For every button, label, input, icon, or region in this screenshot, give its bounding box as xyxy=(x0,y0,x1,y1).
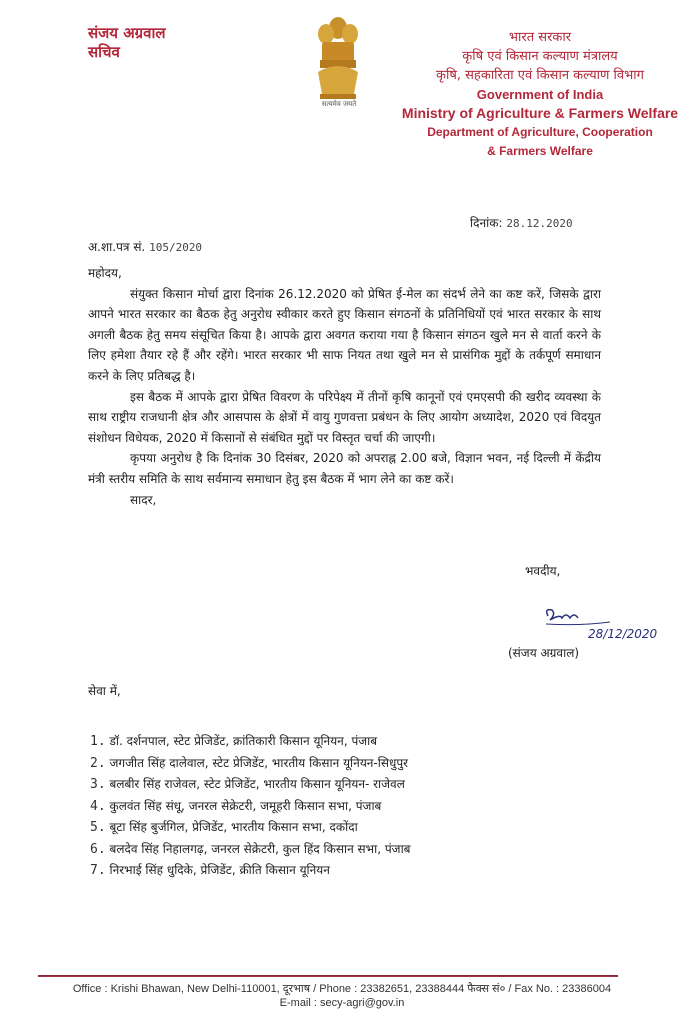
item-number: 6. xyxy=(90,841,106,857)
letterhead-en-line4: & Farmers Welfare xyxy=(487,144,593,158)
letterhead xyxy=(380,28,684,161)
signature-date: 28/12/2020 xyxy=(588,627,658,641)
item-number: 2. xyxy=(90,755,106,771)
sender-designation: सचिव xyxy=(88,43,120,61)
item-text: कुलवंत सिंह संधू, जनरल सेक्रेटरी, जमूहरी किसान सभा, पंजाब xyxy=(109,798,382,813)
item-number: 1. xyxy=(90,734,106,749)
footer-divider xyxy=(38,975,618,977)
item-text: बलदेव सिंह निहालगढ़, जनरल सेक्रेटरी, कुल हिंद किसान सभा, पंजाब xyxy=(109,841,411,856)
letterhead-en-line3: Department of Agriculture, Cooperation xyxy=(427,125,653,139)
sender-block xyxy=(88,24,166,62)
item-text: डॉ. दर्शनपाल, स्टेट प्रेजिडेंट, क्रांतिकारी किसान यूनियन, पंजाब xyxy=(109,734,378,748)
list-item xyxy=(90,839,411,861)
footer xyxy=(0,982,684,1010)
list-item xyxy=(90,753,411,775)
letterhead-hi-line1: भारत सरकार xyxy=(508,30,572,45)
item-number: 4. xyxy=(90,798,106,814)
letterhead-en-line1: Government of India xyxy=(476,87,604,102)
signatory-name: (संजय अग्रवाल) xyxy=(508,646,580,660)
sender-name: संजय अग्रवाल xyxy=(88,24,166,42)
national-emblem-icon xyxy=(308,10,368,110)
item-number: 5. xyxy=(90,820,106,835)
date-label: दिनांक: xyxy=(470,216,503,230)
paragraph-1: संयुक्त किसान मोर्चा द्वारा दिनांक 26.12.2020 को प्रेषित ई-मेल का संदर्भ लेने का कष्ट करें, जिसके द्वारा आपने भारत सरकार का बैठक हेतु अनुरोध स्वीकार करते हुए किसान संगठनों के प्रतिनिधियों एवं भारत सरकार के साथ अगली बैठक हेतु समय संसूचित किया है। आपके द्वारा अवगत कराया गया है किसान संगठन खुले मन से वार्ता करने के लिए हमेशा तैयार रहे हैं और रहेंगे। भारत सरकार भी साफ नियत तथा खुले मन से प्रासंगिक मुद्दों के तर्कपूर्ण समाधान करने के लिए प्रतिबद्ध है। xyxy=(88,286,601,383)
reference-number xyxy=(88,238,202,255)
letterhead-hi-line2: कृषि एवं किसान कल्याण मंत्रालय xyxy=(462,49,618,64)
emblem-motto: सत्यमेव जयते xyxy=(321,100,357,108)
item-text: निरभाई सिंह धुदिके, प्रेजिडेंट, क्रीति किसान यूनियन xyxy=(109,863,330,877)
reference-label: अ.शा.पत्र सं. xyxy=(88,240,146,254)
paragraph-2: इस बैठक में आपके द्वारा प्रेषित विवरण के परिपेक्ष्य में तीनों कृषि कानूनों एवं एमएसपी की खरीद व्यवस्था के साथ राष्ट्रीय राजधानी क्षेत्र और आसपास के क्षेत्रों में वायु गुणवत्ता प्रबंधन के लिए आयोग अध्यादेश, 2020 एवं विदयुत संशोधन विधेयक, 2020 में किसानों से संबंधित मुद्दों पर विस्तृत चर्चा की जाएगी। xyxy=(88,389,601,445)
item-number: 7. xyxy=(90,863,106,878)
salutation: महोदय, xyxy=(88,266,122,280)
valediction: भवदीय, xyxy=(525,564,561,578)
list-item xyxy=(90,860,411,882)
date-value: 28.12.2020 xyxy=(506,217,573,230)
list-item xyxy=(90,774,411,796)
item-text: बलबीर सिंह राजेवल, स्टेट प्रेजिडेंट, भारतीय किसान यूनियन- राजेवल xyxy=(109,777,405,791)
handwritten-signature xyxy=(540,604,670,644)
item-text: जगजीत सिंह दालेवाल, स्टेट प्रेजिडेंट, भारतीय किसान यूनियन-सिधुपुर xyxy=(109,755,409,770)
letterhead-hi-line3: कृषि, सहकारिता एवं किसान कल्याण विभाग xyxy=(436,68,644,83)
recipients-list xyxy=(90,731,411,882)
letter-date xyxy=(470,214,573,231)
footer-address: Office : Krishi Bhawan, New Delhi-110001, दूरभाष / Phone : 23382651, 23388444 फैक्स सं० / Fax No. : 23386004 xyxy=(72,983,612,995)
letterhead-en-line2: Ministry of Agriculture & Farmers Welfare xyxy=(401,105,679,121)
paragraph-3: कृपया अनुरोध है कि दिनांक 30 दिसंबर, 2020 को अपराह्न 2.00 बजे, विज्ञान भवन, नई दिल्ली में केंद्रीय मंत्री स्तरीय समिति के साथ सर्वमान्य समाधान हेतु इस बैठक में भाग लेने का कष्ट करें। xyxy=(88,451,601,486)
footer-email: E-mail : secy-agri@gov.in xyxy=(279,997,405,1009)
regards: सादर, xyxy=(130,492,157,507)
item-number: 3. xyxy=(90,777,106,792)
list-item xyxy=(90,731,411,753)
reference-value: 105/2020 xyxy=(149,241,203,254)
list-item xyxy=(90,796,411,818)
item-text: बूटा सिंह बुर्जगिल, प्रेजिडेंट, भारतीय किसान सभा, दकोंदा xyxy=(109,820,358,834)
list-item xyxy=(90,817,411,839)
recipients-heading: सेवा में, xyxy=(88,684,121,698)
letter-body xyxy=(88,263,601,510)
